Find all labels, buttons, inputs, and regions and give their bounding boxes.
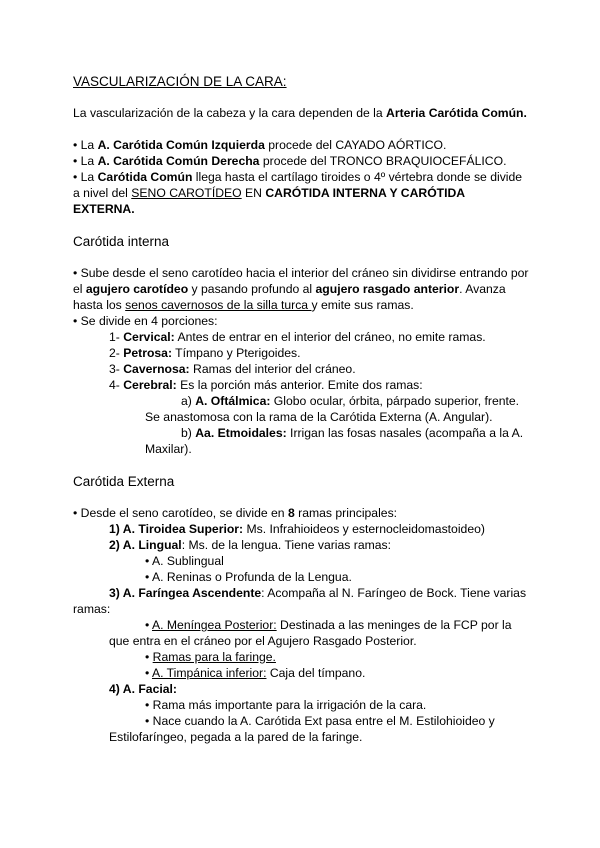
interna-line-1: • Sube desde el seno carotídeo hacia el interior del cráneo sin dividirse entrando por — [73, 266, 529, 280]
intro-paragraph — [73, 106, 527, 121]
common-right-line — [73, 154, 506, 169]
facial-sub-2-cont: Estilofaríngeo, pegada a la pared de la faringe. — [109, 730, 363, 744]
rama-faringea-cont: ramas: — [73, 602, 111, 616]
interna-line-2 — [73, 282, 506, 297]
text: procede del TRONCO BRAQUIOCEFÁLICO. — [259, 154, 507, 168]
text: : Acompaña al N. Faríngeo de Bock. Tiene varias — [261, 586, 527, 600]
rama-oftalmica — [181, 394, 519, 409]
text: : Ms. de la lengua. Tiene varias ramas: — [181, 538, 392, 552]
facial-sub-1: • Rama más importante para la irrigación de la cara. — [145, 698, 427, 712]
text: • La — [73, 170, 98, 184]
lingual-sub-2: • A. Reninas o Profunda de la Lengua. — [145, 570, 352, 584]
bold-term: EXTERNA. — [73, 202, 135, 216]
underlined-term: A. Meníngea Posterior: — [151, 618, 277, 632]
interna-line-4: • Se divide en 4 porciones: — [73, 314, 218, 328]
common-division-line-2 — [73, 186, 465, 201]
bold-term: A. Carótida Común Derecha — [97, 154, 260, 168]
text: el — [73, 282, 86, 296]
porcion-cavernosa — [109, 362, 356, 377]
text: Ramas del interior del cráneo. — [189, 362, 356, 376]
text: llega hasta el cartílago tiroides o 4º vértebra donde se divide — [192, 170, 523, 184]
rama-etmoidales — [181, 426, 523, 441]
text: a) — [181, 394, 196, 408]
text: b) — [181, 426, 196, 440]
bold-term: Cerebral: — [123, 378, 177, 392]
rama-tiroidea — [109, 522, 485, 537]
text: a nivel del — [73, 186, 132, 200]
lingual-sub-1: • A. Sublingual — [145, 554, 224, 568]
text: EN — [241, 186, 266, 200]
faringea-sub-1 — [145, 618, 512, 633]
section-heading-interna: Carótida interna — [73, 234, 170, 249]
rama-facial — [109, 682, 177, 697]
rama-oftalmica-cont: Se anastomosa con la rama de la Carótida Externa (A. Angular). — [145, 410, 493, 424]
faringea-sub-2 — [145, 650, 276, 665]
text: 3- — [109, 362, 124, 376]
text: Es la porción más anterior. Emite dos ramas: — [176, 378, 423, 392]
bold-term: 2) A. Lingual — [109, 538, 182, 552]
rama-lingual — [109, 538, 391, 553]
text: procede del CAYADO AÓRTICO. — [264, 138, 447, 152]
page-title: VASCULARIZACIÓN DE LA CARA: — [73, 74, 287, 89]
porcion-petrosa — [109, 346, 301, 361]
faringea-sub-3 — [145, 666, 365, 681]
rama-etmoidales-cont: Maxilar). — [145, 442, 192, 456]
bold-term: 8 — [287, 506, 295, 520]
text: 4- — [109, 378, 124, 392]
bold-term: Petrosa: — [123, 346, 173, 360]
bold-term: 3) A. Faríngea Ascendente — [109, 586, 262, 600]
bold-term: agujero rasgado anterior — [315, 282, 460, 296]
interna-line-3 — [73, 298, 414, 313]
bold-term: A. Oftálmica: — [195, 394, 271, 408]
bold-term: Cervical: — [123, 330, 175, 344]
bold-term: Aa. Etmoidales: — [195, 426, 287, 440]
text: • — [145, 650, 153, 664]
text: 1- — [109, 330, 124, 344]
text: y pasando profundo al — [188, 282, 316, 296]
text: • — [145, 618, 152, 632]
section-heading-externa: Carótida Externa — [73, 474, 175, 489]
bold-term: Cavernosa: — [123, 362, 190, 376]
intro-bold: Arteria Carótida Común. — [386, 106, 527, 120]
text: Ms. Infrahioideos y esternocleidomastoideo) — [243, 522, 485, 536]
text: ramas principales: — [294, 506, 398, 520]
rama-faringea — [109, 586, 526, 601]
text: • La — [73, 154, 98, 168]
text: Globo ocular, órbita, párpado superior, frente. — [270, 394, 520, 408]
intro-text: La vascularización de la cabeza y la cara dependen de la — [73, 106, 387, 120]
text: • La — [73, 138, 98, 152]
externa-line-1 — [73, 506, 397, 521]
underlined-term: SENO CAROTÍDEO — [131, 186, 242, 200]
text: Destinada a las meninges de la FCP por la — [276, 618, 512, 632]
faringea-sub-1-cont: que entra en el cráneo por el Agujero Rasgado Posterior. — [109, 634, 417, 648]
underlined-term: Ramas para la faringe. — [152, 650, 276, 664]
bold-term: agujero carotídeo — [85, 282, 189, 296]
bold-term: CARÓTIDA INTERNA Y CARÓTIDA — [265, 186, 466, 200]
bold-term: 1) A. Tiroidea Superior: — [109, 522, 244, 536]
text: • — [145, 666, 152, 680]
underlined-term: A. Timpánica inferior: — [151, 666, 267, 680]
text: hasta los — [73, 298, 126, 312]
underlined-term: senos cavernosos de la silla turca — [125, 298, 312, 312]
bold-term: 4) A. Facial: — [109, 682, 177, 696]
common-left-line — [73, 138, 446, 153]
common-division-line-3 — [73, 202, 135, 217]
porcion-cerebral — [109, 378, 423, 393]
porcion-cervical — [109, 330, 486, 345]
text: Irrigan las fosas nasales (acompaña a la A. — [286, 426, 524, 440]
text: . Avanza — [459, 282, 506, 296]
text: Antes de entrar en el interior del cráneo, no emite ramas. — [174, 330, 486, 344]
text: Tímpano y Pterigoides. — [172, 346, 301, 360]
bold-term: Carótida Común — [97, 170, 193, 184]
common-division-line — [73, 170, 522, 185]
bold-term: A. Carótida Común Izquierda — [97, 138, 265, 152]
facial-sub-2: • Nace cuando la A. Carótida Ext pasa entre el M. Estilohioideo y — [145, 714, 495, 728]
text: y emite sus ramas. — [311, 298, 414, 312]
text: • Desde el seno carotídeo, se divide en — [73, 506, 288, 520]
text: Caja del tímpano. — [266, 666, 366, 680]
text: 2- — [109, 346, 124, 360]
